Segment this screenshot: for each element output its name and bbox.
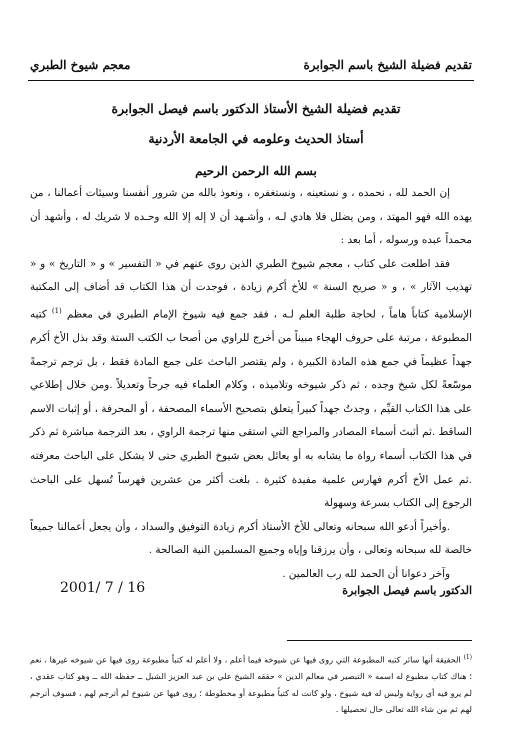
subtitle: أستاذ الحديث وعلومه في الجامعة الأردنية: [148, 131, 364, 146]
running-header-left: معجم شيوخ الطبري: [30, 58, 131, 72]
paragraph-3: .وأخيراً أدعو الله سبحانه وتعالى للأخ الأستاذ أكرم زيادة التوفيق والسداد ، وأن يجعل أعمالنا جميعاً خالصة لله سبحانه وتعالى ، وأن يرزقنا وإياه وجميع المسلمين النية الصالحة .: [30, 520, 472, 557]
paragraph-1: إن الحمد لله ، نحمده ، و نستعينه ، ونستغفره ، ونعوذ بالله من شرور أنفسنا وسيئات أعمالنا ، من يهده الله فهو المهتد ، ومن يضلل فلا هادي لـه ، وأشـهد أن لا إله إلا الله وحـده لا شريك له ، وأشهد أن محمداً عبده ورسوله ، أما بعد :: [30, 187, 472, 247]
paragraph-2-part-a: فقد اطلعت على كتاب ، معجم شيوخ الطبري الذين روى عنهم في « التفسير » و « التاريخ » و « تهذيب الآثار » ، و « صريح السنة » للأخ أكرم زيادة ، فوجدت أن هذا الكتاب قد أضاف إلى المكتبة الإسلامية كتاباً هاماً ، لحاجة طلبة العلم لـه ، فقد جمع فيه شيوخ الإمام الطبري في معظم: [30, 257, 472, 321]
footnote-ref: (1): [51, 306, 62, 315]
footnote-rule: [287, 640, 472, 641]
signature-block: [30, 580, 472, 600]
paragraph-4: وآخر دعوانا أن الحمد لله رب العالمين .: [282, 567, 450, 580]
header-rule: [28, 80, 474, 81]
body-text: [30, 182, 472, 587]
running-header: [30, 58, 472, 72]
paragraph-2-part-b: كتبه المطبوعة ، مرتبة على حروف الهجاء مبيناً من أخرج للراوي من أصحا ب الكتب الستة وقد بذل الأخ أكرم جهداً عظيماً في جمع هذه المادة الكبيرة ، ولم يقتصر الباحث على جمع المادة فقط ، بل ترجم ترجمةً موسّعةً لكل شيخ وجده ، ثم ذكر شيوخه وتلاميذه ، وكلام العلماء فيه جرحاً وتعديلاً .ومن خلال إطلاعي على هذا الكتاب القيِّم ، وجدتُ جهداً كبيراً يتعلق بتصحيح الأسماء المصحفة ، أو المحرفة ، أو إثبات الاسم الساقط .ثم أثبتَ أسماء المصادر والمراجع التي استقى منها ترجمة الراوي ، بعد الترجمة مباشرة ثم ذكر في هذا الكتاب أسماء رواة ما يشابه به أو يعائل بعض شيوخ الطبري حتى لا يشكل على الباحث معرفته .ثم عمل الأخ أكرم فهارس علمية مفيدة كثيرة . بلغت أكثر من عشرين فهرساً تُسهل على الباحث الرجوع إلى الكتاب بسرعة وسهولة: [30, 308, 472, 510]
footnote: [30, 650, 472, 718]
signature-name: الدكتور باسم فيصل الجوابرة: [342, 584, 472, 597]
footnote-marker: (1): [463, 654, 472, 661]
footnote-text: الحقيقة أنها سائر كتبه المطبوعة التي روى فيها عن شيوخه فيما أعلم ، ولا أعلم له كتباً مطبوعة روى فيها عن شيوخه غيرها ، نعم ؛ هناك كتاب مطبوع له اسمه « التبصير في معالم الدين » حققه الشيخ علي بن عبد العزيز الشبل ــ حفظه الله ــ وهو كتاب عقدي ، لم يرو فيه أي رواية وليس له فيه شيوخ ، ولو كانت له كتباً مطبوعة أو مخطوطة ؛ روى فيها عن شيوخ لم أترجم لهم ، فسوف أترجم لهم ثم من شاء الله تعالى حال تحصيلها .: [30, 654, 472, 715]
paragraph-2: [30, 253, 472, 516]
basmala: بسم الله الرحمن الرحيم: [195, 164, 317, 178]
main-title: تقديم فضيلة الشيخ الأستاذ الدكتور باسم فيصل الجوابرة: [111, 101, 401, 116]
running-header-right: تقديم فضيلة الشيخ باسم الجوابرة: [303, 58, 472, 72]
signature-date: 2001/ 7 / 16: [60, 580, 146, 596]
title-block: [40, 94, 472, 186]
